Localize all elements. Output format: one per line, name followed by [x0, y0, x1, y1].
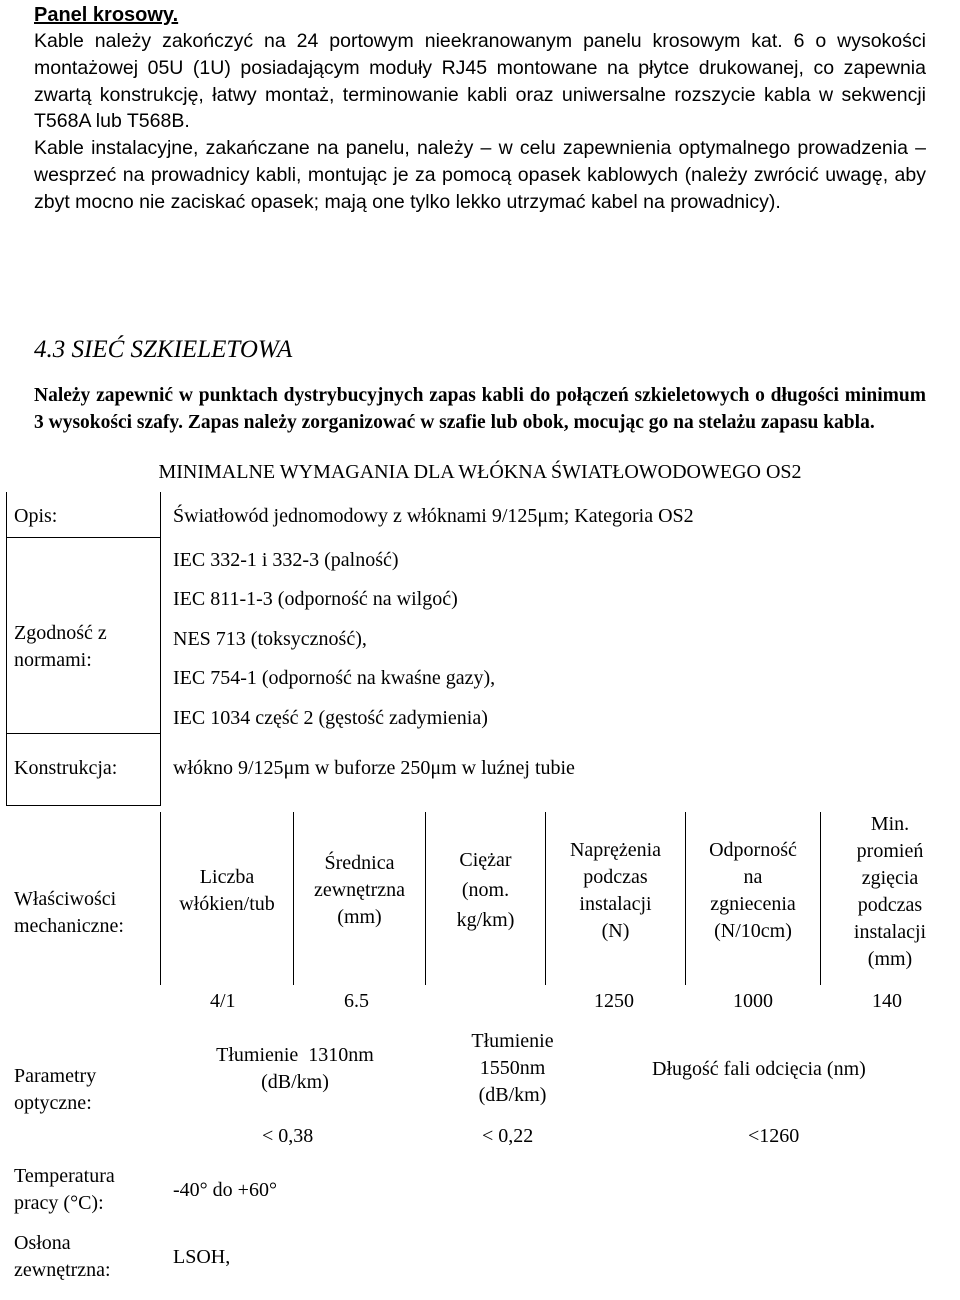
mech-header-fibers — [161, 864, 293, 918]
opt-header-line: (dB/km) — [478, 1084, 547, 1106]
mech-value-diameter: 6.5 — [344, 990, 369, 1012]
standards-list — [173, 541, 873, 738]
mech-header-line: na — [743, 866, 763, 888]
standard-item: NES 713 (toksyczność), — [173, 627, 367, 650]
opt-value-1310: < 0,38 — [262, 1125, 314, 1147]
mech-value-fibers: 4/1 — [210, 990, 236, 1012]
mech-header-weight — [426, 845, 545, 935]
zgodnosc-label-line2: normami: — [14, 649, 92, 671]
opt-header-1310 — [170, 1042, 420, 1096]
mech-header-line: włókien/tub — [179, 893, 275, 915]
mech-header-line: (nom. — [461, 879, 510, 901]
konstrukcja-value: włókno 9/125μm w buforze 250μm w luźnej tubie — [173, 757, 575, 779]
mech-header-line: instalacji — [579, 893, 652, 915]
standard-item: IEC 754-1 (odporność na kwaśne gazy), — [173, 667, 496, 690]
standard-item: IEC 332-1 i 332-3 (palność) — [173, 549, 399, 571]
oslona-label-line1: Osłona — [14, 1232, 71, 1254]
mech-header-line: (mm) — [337, 906, 382, 928]
opt-header-1550 — [440, 1028, 585, 1109]
mech-value-bend-radius: 140 — [872, 990, 902, 1012]
temperatura-label — [14, 1163, 159, 1217]
mechaniczne-label-line1: Właściwości — [14, 888, 117, 910]
mech-header-line: Liczba — [199, 866, 255, 888]
temperatura-label-line2: pracy (°C): — [14, 1192, 104, 1214]
mech-header-line: (mm) — [867, 948, 913, 970]
mech-value-tension: 1250 — [594, 990, 634, 1012]
mechaniczne-label — [14, 886, 159, 940]
section-heading: Panel krosowy. — [34, 4, 179, 26]
mech-header-crush — [686, 837, 820, 945]
mech-header-line: kg/km) — [456, 909, 515, 931]
paragraph-patch-panel: Kable należy zakończyć na 24 portowym nieekranowanym panelu krosowym kat. 6 o wysokości montażowej 05U (1U) posiadającym moduły RJ45 montowane na płytce drukowanej, co zapewnia zwartą konstrukcję, łatwy montaż, terminowanie kabli oraz uniwersalne rozszycie kabla w sekwencji T568A lub T568B. — [34, 30, 926, 133]
mech-header-line: Naprężenia — [569, 839, 662, 861]
mech-header-line: (N/10cm) — [714, 920, 792, 942]
oslona-label-line2: zewnętrzna: — [14, 1259, 111, 1281]
zgodnosc-label-line1: Zgodność z — [14, 622, 107, 644]
mech-header-bend-radius — [821, 811, 959, 973]
optyczne-label-line2: optyczne: — [14, 1092, 92, 1114]
mech-header-line: (N) — [601, 920, 630, 942]
temperatura-label-line1: Temperatura — [14, 1165, 115, 1187]
oslona-value: LSOH, — [173, 1246, 231, 1268]
mech-header-line: Min. — [870, 813, 910, 835]
opis-label: Opis: — [14, 505, 58, 527]
oslona-label — [14, 1230, 159, 1284]
mech-value-crush: 1000 — [733, 990, 773, 1012]
standard-item: IEC 1034 część 2 (gęstość zadymienia) — [173, 706, 488, 729]
table-title: MINIMALNE WYMAGANIA DLA WŁÓKNA ŚWIATŁOWODOWEGO OS2 — [158, 461, 802, 483]
mech-header-diameter — [294, 850, 425, 931]
temperatura-value: -40° do +60° — [173, 1179, 277, 1201]
mech-header-line: instalacji — [853, 921, 927, 943]
opt-header-cutoff: Długość fali odcięcia (nm) — [652, 1058, 866, 1080]
mechaniczne-label-line2: mechaniczne: — [14, 915, 124, 937]
opt-header-line: Tłumienie 1310nm — [216, 1044, 374, 1066]
zgodnosc-label — [14, 620, 159, 674]
optyczne-label — [14, 1063, 159, 1117]
mech-header-line: zgięcia — [861, 867, 919, 889]
section-title: 4.3 SIEĆ SZKIELETOWA — [34, 336, 293, 363]
opt-value-cutoff: <1260 — [748, 1125, 800, 1147]
mech-header-tension — [546, 837, 685, 945]
mech-header-line: zgniecenia — [710, 893, 796, 915]
optyczne-label-line1: Parametry — [14, 1065, 97, 1087]
opt-header-line: 1550nm — [479, 1057, 546, 1079]
standard-item: IEC 811-1-3 (odporność na wilgoć) — [173, 588, 458, 611]
mech-header-line: promień — [856, 840, 924, 862]
opt-header-line: (dB/km) — [261, 1071, 329, 1093]
opt-value-1550: < 0,22 — [482, 1125, 534, 1147]
mech-header-line: podczas — [857, 894, 923, 916]
section-paragraph: Należy zapewnić w punktach dystrybucyjnych zapas kabli do połączeń szkieletowych o długości minimum 3 wysokości szafy. Zapas należy zorganizować w szafie lub obok, mocując go na stelażu zapasu kabla. — [34, 385, 926, 433]
opis-value: Światłowód jednomodowy z włóknami 9/125μm; Kategoria OS2 — [173, 505, 694, 527]
paragraph-cable-management: Kable instalacyjne, zakańczane na panelu, należy – w celu zapewnienia optymalnego prowadzenia – wesprzeć na prowadnicy kabli, montując je za pomocą opasek kablowych (należy zwrócić uwagę, aby zbyt mocno nie zaciskać opasek; mają one tylko lekko utrzymać kabel na prowadnicy). — [34, 137, 926, 213]
mech-header-line: Średnica — [324, 852, 395, 874]
mech-header-line: Ciężar — [459, 849, 512, 871]
mech-header-line: Odporność — [709, 839, 797, 861]
opt-header-line: Tłumienie — [471, 1030, 554, 1052]
konstrukcja-label: Konstrukcja: — [14, 757, 118, 779]
mech-header-line: podczas — [583, 866, 648, 888]
mech-header-line: zewnętrzna — [313, 879, 406, 901]
